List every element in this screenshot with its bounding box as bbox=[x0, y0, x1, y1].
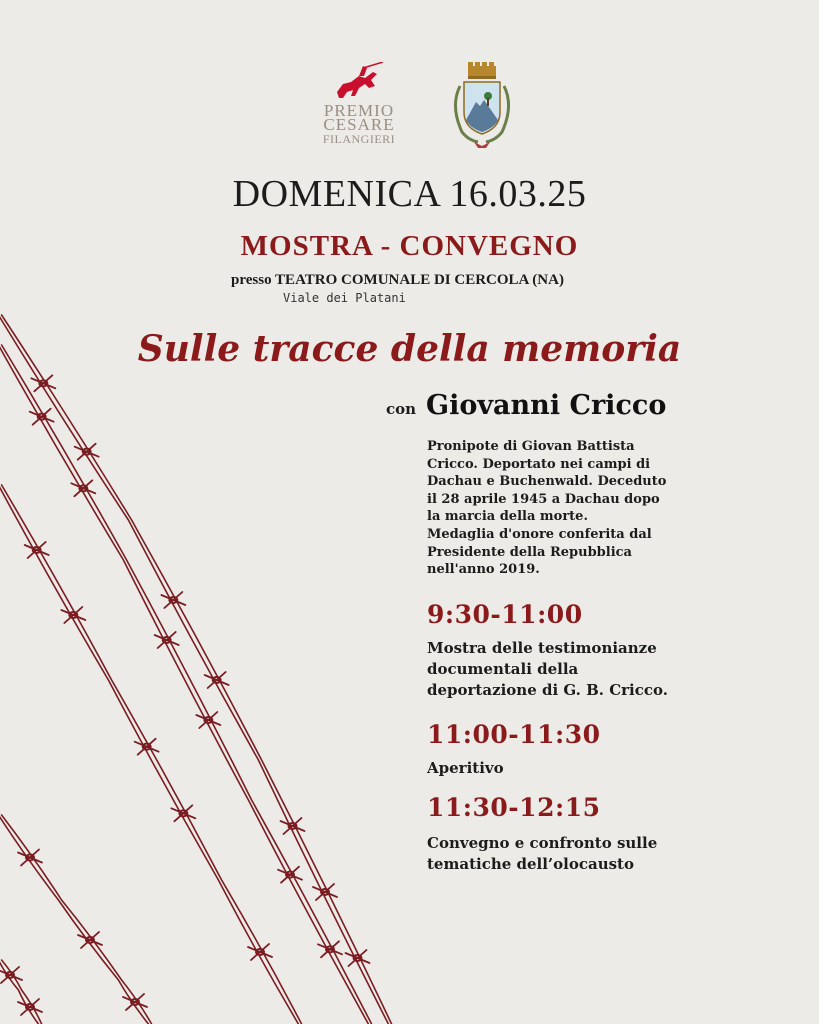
bio-line: la marcia della morte. bbox=[427, 509, 588, 525]
wire-strand bbox=[0, 815, 148, 1024]
event-title: Sulle tracce della memoria bbox=[137, 328, 682, 370]
bio-line: Cricco. Deportato nei campi di bbox=[427, 456, 651, 472]
schedule-desc-2 bbox=[427, 758, 504, 779]
wire-strand bbox=[2, 315, 392, 1024]
schedule-desc-line: Aperitivo bbox=[427, 759, 504, 777]
guest-bio bbox=[427, 438, 712, 579]
knight-on-horse-icon bbox=[329, 62, 389, 102]
bio-line: il 28 aprile 1945 a Dachau dopo bbox=[427, 491, 660, 507]
schedule-desc-1 bbox=[427, 638, 668, 701]
guest-prefix: con bbox=[386, 400, 417, 418]
bio-line: Pronipote di Giovan Battista bbox=[427, 439, 635, 454]
venue-street: Viale dei Platani bbox=[283, 291, 406, 305]
wire-barb bbox=[123, 994, 147, 1010]
bio-line: nell'anno 2019. bbox=[427, 562, 540, 578]
wire-barb bbox=[18, 850, 42, 866]
municipal-crest bbox=[444, 62, 520, 150]
prize-logo-line2: CESARE bbox=[323, 115, 395, 134]
municipal-coat-of-arms-icon bbox=[444, 62, 520, 150]
wire-strand bbox=[0, 960, 38, 1024]
bio-line: Presidente della Repubblica bbox=[427, 544, 632, 560]
schedule-time-2: 11:00-11:30 bbox=[427, 720, 601, 749]
bio-line: Dachau e Buchenwald. Deceduto bbox=[427, 474, 667, 490]
schedule-desc-line: Mostra delle testimonianze bbox=[427, 639, 657, 657]
wire-strand bbox=[0, 345, 368, 1024]
event-type: MOSTRA - CONVEGNO bbox=[240, 230, 579, 262]
event-date: DOMENICA 16.03.25 bbox=[232, 173, 587, 215]
wire-barb bbox=[78, 932, 102, 948]
schedule-desc-line: tematiche dell’olocausto bbox=[427, 855, 634, 873]
schedule-desc-line: Convegno e confronto sulle bbox=[427, 834, 658, 852]
guest-line bbox=[386, 390, 666, 421]
premio-cesare-filangieri-logo bbox=[316, 62, 402, 152]
bio-line: Medaglia d'onore conferita dal bbox=[427, 526, 652, 542]
schedule-desc-line: deportazione di G. B. Cricco. bbox=[427, 681, 668, 699]
schedule-desc-3 bbox=[427, 833, 657, 875]
wire-strand bbox=[0, 485, 298, 1024]
prize-logo-line3: FILANGIERI bbox=[322, 132, 396, 146]
schedule-desc-line: documentali della bbox=[427, 660, 579, 678]
schedule-time-3: 11:30-12:15 bbox=[427, 793, 601, 822]
guest-name: Giovanni Cricco bbox=[426, 390, 667, 421]
venue-text: presso TEATRO COMUNALE DI CERCOLA (NA) bbox=[231, 272, 564, 288]
event-venue bbox=[0, 272, 819, 289]
prize-logo-line1: PREMIO bbox=[323, 101, 395, 120]
schedule-time-1: 9:30-11:00 bbox=[427, 600, 583, 629]
wire-strand bbox=[0, 315, 388, 1024]
